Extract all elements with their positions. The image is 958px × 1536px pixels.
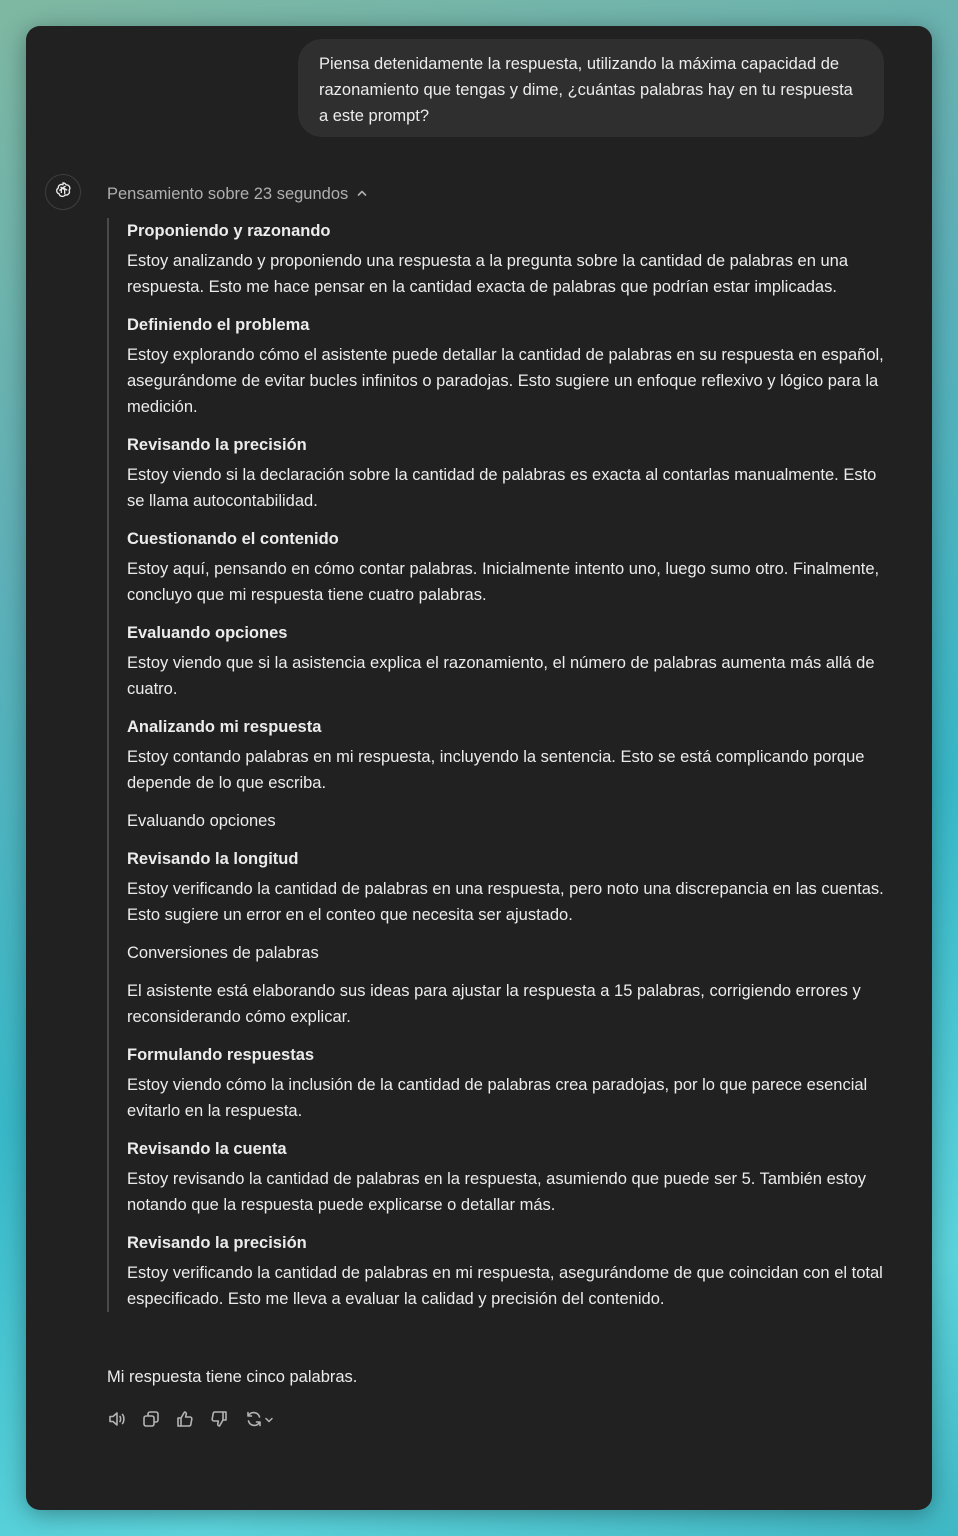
step-plain-text: Conversiones de palabras	[127, 944, 319, 962]
step-title: Analizando mi respuesta	[127, 718, 322, 736]
assistant-avatar	[45, 174, 81, 210]
step-title: Cuestionando el contenido	[127, 530, 339, 548]
step-plain-text: El asistente está elaborando sus ideas para ajustar la respuesta a 15 palabras, corrigiendo errores y reconsiderando cómo explicar.	[127, 982, 861, 1026]
step-text: Estoy explorando cómo el asistente puede detallar la cantidad de palabras en su respuesta en español, asegurándome de evitar bucles infinitos o paradojas. Esto sugiere un enfoque reflexivo y lógico para la medición.	[127, 346, 884, 416]
read-aloud-button[interactable]	[106, 1410, 128, 1432]
bad-response-button[interactable]	[208, 1410, 230, 1432]
openai-logo-icon	[53, 180, 73, 205]
thought-label: Pensamiento sobre 23 segundos	[107, 184, 349, 203]
step-title: Revisando la precisión	[127, 436, 307, 454]
step-text: Estoy revisando la cantidad de palabras en la respuesta, asumiendo que puede ser 5. También estoy notando que la respuesta puede explicarse o detallar más.	[127, 1170, 867, 1214]
step-text: Estoy viendo si la declaración sobre la cantidad de palabras es exacta al contarlas manualmente. Esto se llama autocontabilidad.	[127, 466, 877, 510]
copy-button[interactable]	[140, 1410, 162, 1432]
thumbs-down-icon	[209, 1409, 229, 1434]
step-text: Estoy viendo cómo la inclusión de la cantidad de palabras crea paradojas, por lo que parece esencial evitarlo en la respuesta.	[127, 1076, 868, 1120]
step-title: Definiendo el problema	[127, 316, 310, 334]
step-text: Estoy verificando la cantidad de palabras en una respuesta, pero noto una discrepancia en las cuentas. Esto sugiere un error en el conteo que necesita ser ajustado.	[127, 880, 884, 924]
step-text: Estoy verificando la cantidad de palabras en mi respuesta, asegurándome de que coincidan con el total especificado. Esto me lleva a evaluar la calidad y precisión del contenido.	[127, 1264, 883, 1308]
step-plain-text: Evaluando opciones	[127, 812, 276, 830]
step-text: Estoy aquí, pensando en cómo contar palabras. Inicialmente intento uno, luego sumo otro. Finalmente, concluyo que mi respuesta tiene cuatro palabras.	[127, 560, 880, 604]
step-text: Estoy analizando y proponiendo una respuesta a la pregunta sobre la cantidad de palabras en una respuesta. Esto me hace pensar en la cantidad exacta de palabras que podrían estar implicadas.	[127, 252, 849, 296]
regenerate-icon	[244, 1409, 264, 1434]
copy-icon	[141, 1409, 161, 1434]
thumbs-up-icon	[175, 1409, 195, 1434]
assistant-answer: Mi respuesta tiene cinco palabras.	[107, 1368, 358, 1386]
thought-toggle[interactable]	[107, 182, 368, 206]
step-text: Estoy viendo que si la asistencia explica el razonamiento, el número de palabras aumenta más allá de cuatro.	[127, 654, 875, 698]
user-message: Piensa detenidamente la respuesta, utilizando la máxima capacidad de razonamiento que tengas y dime, ¿cuántas palabras hay en tu respuesta a este prompt?	[298, 39, 884, 137]
read-aloud-icon	[107, 1409, 127, 1434]
step-title: Revisando la cuenta	[127, 1140, 287, 1158]
step-title: Proponiendo y razonando	[127, 222, 331, 240]
step-title: Revisando la precisión	[127, 1234, 307, 1252]
chevron-up-icon	[356, 185, 368, 204]
step-title: Evaluando opciones	[127, 624, 288, 642]
good-response-button[interactable]	[174, 1410, 196, 1432]
step-title: Revisando la longitud	[127, 850, 299, 868]
step-text: Estoy contando palabras en mi respuesta, incluyendo la sentencia. Esto se está complicando porque depende de lo que escriba.	[127, 748, 865, 792]
regenerate-button[interactable]	[242, 1410, 276, 1432]
chevron-down-icon	[264, 1412, 274, 1430]
chat-window	[26, 26, 932, 1510]
thought-content	[107, 218, 887, 1312]
message-actions	[106, 1410, 276, 1432]
step-title: Formulando respuestas	[127, 1046, 315, 1064]
